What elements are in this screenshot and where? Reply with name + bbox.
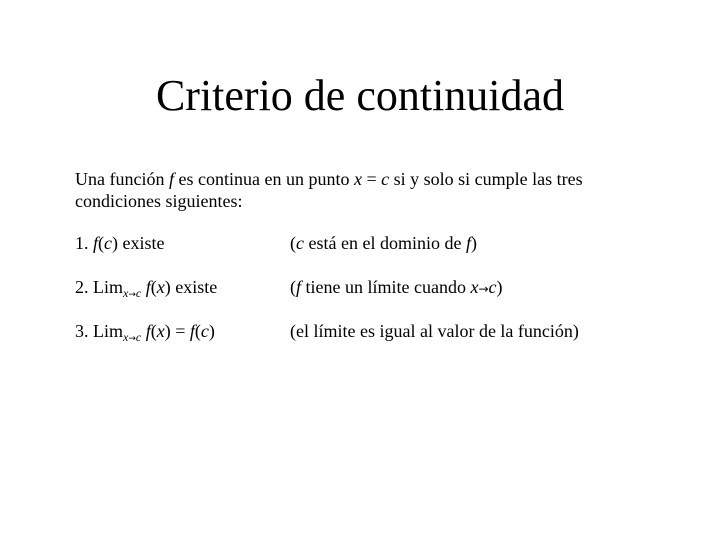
condition-3-f2: f	[189, 321, 195, 341]
intro-paragraph	[75, 168, 635, 212]
right-arrow-icon: →	[128, 290, 136, 300]
condition-1-note-c: c	[296, 233, 304, 253]
condition-2-note-f: f	[296, 277, 302, 297]
intro-text-1: Una función	[75, 169, 169, 189]
condition-2-note-c: c	[488, 277, 497, 297]
intro-equals: =	[361, 169, 382, 189]
condition-2-x: x	[156, 277, 165, 297]
condition-1-note	[290, 232, 477, 254]
condition-1-open: (	[98, 233, 105, 253]
condition-2-limit-subscript	[123, 286, 141, 300]
intro-text-2: es continua en un punto	[174, 169, 354, 189]
condition-2-open: (	[150, 277, 157, 297]
right-arrow-icon: →	[478, 282, 489, 296]
condition-3-c: c	[200, 321, 209, 341]
condition-1-note-text: está en el dominio de	[304, 233, 466, 253]
condition-3-x: x	[156, 321, 165, 341]
condition-3-limit-subscript	[123, 330, 141, 344]
condition-3-sub-c: c	[135, 330, 142, 344]
page-title: Criterio de continuidad	[155, 71, 565, 120]
condition-3-mid: ) =	[164, 321, 190, 341]
condition-1-c: c	[104, 233, 113, 253]
condition-2-sub-c: c	[135, 286, 142, 300]
intro-line-2: condiciones siguientes:	[75, 191, 243, 211]
condition-2-formula	[75, 276, 217, 298]
condition-3-f: f	[141, 321, 151, 341]
condition-2-note-text: tiene un límite cuando	[301, 277, 471, 297]
condition-2-note-open: (	[290, 277, 296, 297]
condition-1-close: ) existe	[112, 233, 165, 253]
condition-2-sub-x: x	[123, 286, 129, 300]
condition-1-note-close: )	[470, 233, 477, 253]
condition-3-open2: (	[194, 321, 201, 341]
intro-variable-c: c	[381, 169, 390, 189]
condition-1-formula	[75, 232, 165, 254]
condition-3-close: )	[208, 321, 215, 341]
intro-line-1	[75, 168, 635, 190]
condition-2-number: 2. Lim	[75, 277, 123, 297]
condition-2-close: ) existe	[164, 277, 218, 297]
condition-1-note-f: f	[465, 233, 471, 253]
condition-1-number: 1.	[75, 233, 93, 253]
condition-2-f: f	[141, 277, 151, 297]
condition-2-note-close: )	[496, 277, 503, 297]
intro-text-3: si y solo si cumple las tres	[389, 169, 583, 189]
intro-variable-x: x	[353, 169, 362, 189]
condition-1-f: f	[93, 233, 99, 253]
right-arrow-icon: →	[128, 334, 136, 344]
condition-3-note: (el límite es igual al valor de la función)	[290, 321, 579, 341]
condition-2-note-x: x	[470, 277, 479, 297]
condition-2-note	[290, 276, 503, 300]
condition-1-note-open: (	[290, 233, 296, 253]
condition-3-sub-x: x	[123, 330, 129, 344]
condition-3-formula	[75, 320, 215, 342]
condition-3-open: (	[150, 321, 157, 341]
condition-3-number: 3. Lim	[75, 321, 123, 341]
intro-function-symbol: f	[168, 169, 174, 189]
